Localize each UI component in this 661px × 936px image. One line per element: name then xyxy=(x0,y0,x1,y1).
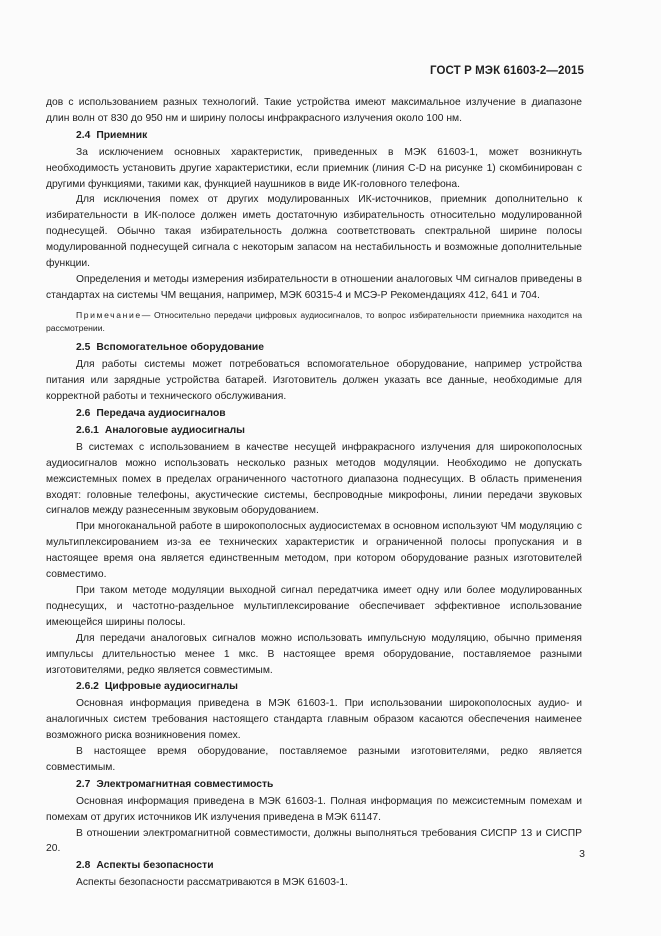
section-number: 2.7 xyxy=(76,778,91,790)
note-text: — Относительно передачи цифровых аудиосигналов, то вопрос избирательности приемника находится на рассмотрении. xyxy=(46,309,582,333)
section-number: 2.8 xyxy=(76,860,91,872)
section-number: 2.6 xyxy=(76,408,91,419)
page-number: 3 xyxy=(579,848,585,860)
paragraph: Для исключения помех от других модулированных ИК-источников, приемник дополнительно к избирательности в ИК-полосе должен иметь достаточную избирательность относительно модулированной поднесущей. Обычно такая избирательность должна соответствовать спектральной ширине полосы модулированной поднесущей сигнала с некоторым запасом на нестабильность и возможные дополнительные функции. xyxy=(46,194,582,270)
document-header: ГОСТ Р МЭК 61603-2—2015 xyxy=(430,65,584,77)
paragraph: Определения и методы измерения избирательности в отношении аналоговых ЧМ сигналов приведены в стандартах на системы ЧМ вещания, например, МЭК 60315-4 и МСЭ-Р Рекомендациях 412, 641 и 704. xyxy=(46,273,582,301)
paragraph: За исключением основных характеристик, приведенных в МЭК 61603-1, может возникнуть необходимость установить другие характеристики, если приемник (линия C-D на рисунке 1) скомбинирован с другими функциями, такими как, функцией наушников в виде ИК-головного телефона. xyxy=(46,146,582,190)
section-heading xyxy=(76,423,582,439)
section-heading xyxy=(76,340,582,356)
note-label: Примечание xyxy=(76,309,142,320)
section-number: 2.6.2 xyxy=(76,681,99,693)
section-title: Передача аудиосигналов xyxy=(96,408,226,419)
section-heading xyxy=(76,858,582,874)
section-heading xyxy=(76,406,582,422)
section-title: Цифровые аудиосигналы xyxy=(104,681,238,693)
section-title: Аналоговые аудиосигналы xyxy=(104,424,245,436)
paragraph: В настоящее время оборудование, поставляемое разными изготовителями, редко является совместимым. xyxy=(46,746,582,773)
paragraph: Основная информация приведена в МЭК 61603-1. При использовании широкополосных аудио- и аналогичных систем требования настоящего стандарта главным образом касаются обеспечения наименее возможного риска возникновения помех. xyxy=(46,698,582,742)
section-heading xyxy=(76,128,582,144)
section-title: Электромагнитная совместимость xyxy=(96,778,274,790)
section-title: Приемник xyxy=(96,129,148,141)
note xyxy=(46,309,582,335)
section-heading xyxy=(76,679,582,695)
section-heading xyxy=(76,777,582,793)
paragraph: Для работы системы может потребоваться вспомогательное оборудование, например устройства питания или зарядные устройства батарей. Изготовитель должен указать все данные, необходимые для корректной работы и технического обслуживания. xyxy=(46,359,582,403)
paragraph: дов с использованием разных технологий. Такие устройства имеют максимальное излучение в диапазоне длин волн от 830 до 950 нм и ширину полосы инфракрасного излучения около 100 нм. xyxy=(46,97,582,124)
document-body xyxy=(46,95,582,891)
section-title: Вспомогательное оборудование xyxy=(96,342,264,354)
paragraph: При многоканальной работе в широкополосных аудиосистемах в основном используют ЧМ модуляцию с мультиплексированием из-за ее технических характеристик и ограниченной полосы пропускания и в настоящее время она является единственным методом, при котором оборудование разных изготовителей совместимо. xyxy=(46,521,582,581)
paragraph: В отношении электромагнитной совместимости, должны выполняться требования СИСПР 13 и СИСПР 20. xyxy=(46,827,582,855)
paragraph: Для передачи аналоговых сигналов можно использовать импульсную модуляцию, обычно применяя импульсы длительностью менее 1 мкс. В настоящее время оборудование, поставляемое разными изготовителями, редко является совместимым. xyxy=(46,632,582,676)
paragraph: Основная информация приведена в МЭК 61603-1. Полная информация по межсистемным помехам и помехам от других источников ИК излучения приведена в МЭК 61147. xyxy=(46,795,582,823)
paragraph: При таком методе модуляции выходной сигнал передатчика имеет одну или более модулированных поднесущих, и частотно-раздельное мультиплексирование обеспечивает эффективное использование имеющейся ширины полосы. xyxy=(46,584,582,628)
section-title: Аспекты безопасности xyxy=(96,860,214,872)
paragraph: Аспекты безопасности рассматриваются в МЭК 61603-1. xyxy=(76,877,348,889)
section-number: 2.6.1 xyxy=(76,424,99,436)
section-number: 2.5 xyxy=(76,342,91,354)
section-number: 2.4 xyxy=(76,129,91,141)
paragraph: В системах с использованием в качестве несущей инфракрасного излучения для широкополосных аудиосигналов можно использовать несколько разных методов модуляции. Необходимо не допускать межсистемных помех в пределах ограниченного частотного диапазона поднесущих. В область применения входят: головные телефоны, акустические системы, беспроводные микрофоны, линии передачи звуковых сигналов между разнесенным звуковым оборудованием. xyxy=(46,441,582,517)
